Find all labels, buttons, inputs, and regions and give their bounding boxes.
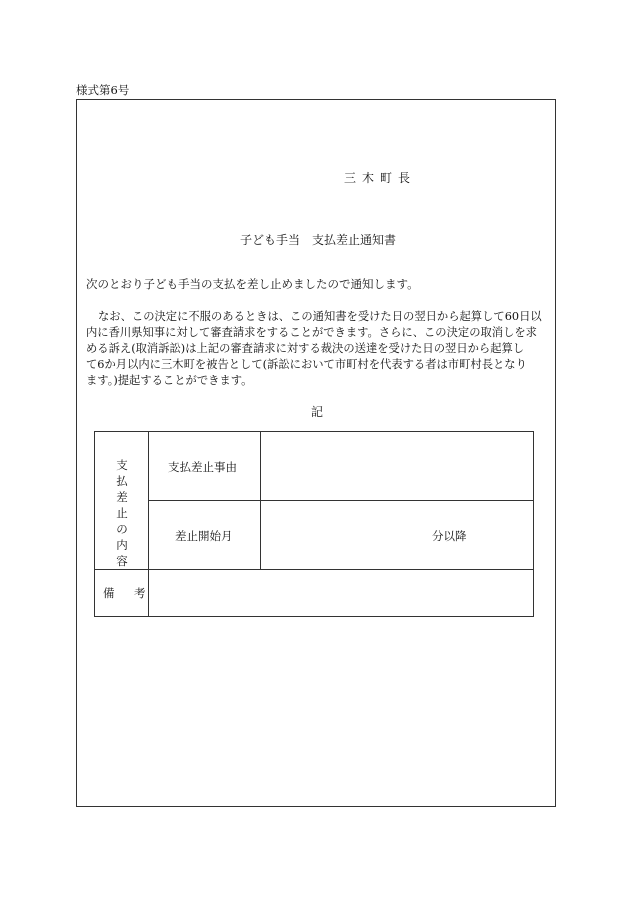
table-row-divider-2: [94, 569, 533, 570]
notice-line: 内に香川県知事に対して審査請求をすることができます。さらに、この決定の取消しを求: [86, 326, 537, 339]
reason-label: 支払差止事由: [168, 460, 237, 474]
ki-label: 記: [311, 405, 324, 419]
issuer: 三木町長: [344, 171, 417, 185]
document-title: 子ども手当 支払差止通知書: [240, 233, 397, 247]
table-row-divider-1: [148, 500, 533, 501]
reason-value[interactable]: [270, 459, 525, 475]
intro-text: 次のとおり子ども手当の支払を差し止めましたので通知します。: [86, 277, 419, 291]
group-label: 支払差止の内容: [116, 458, 128, 568]
table-border-top: [94, 431, 533, 432]
table-border-bottom: [94, 616, 533, 617]
notice-line: なお、この決定に不服のあるときは、この通知書を受けた日の翌日から起算して60日以: [98, 310, 542, 323]
table-border-left: [94, 431, 95, 617]
table-border-right: [533, 431, 534, 617]
remarks-value[interactable]: [158, 585, 523, 601]
form-number: 様式第6号: [76, 83, 130, 97]
notice-line: める訴え(取消訴訟)は上記の審査請求に対する裁決の送達を受けた日の翌日から起算し: [86, 342, 525, 355]
notice-line: て6か月以内に三木町を被告として(訴訟において市町村を代表する者は市町村長となり: [86, 358, 527, 371]
notice-line: ます。)提起することができます。: [86, 374, 253, 387]
start-label: 差止開始月: [175, 529, 233, 543]
remarks-label: 備 考: [103, 586, 150, 600]
start-suffix: 分以降: [432, 529, 467, 543]
